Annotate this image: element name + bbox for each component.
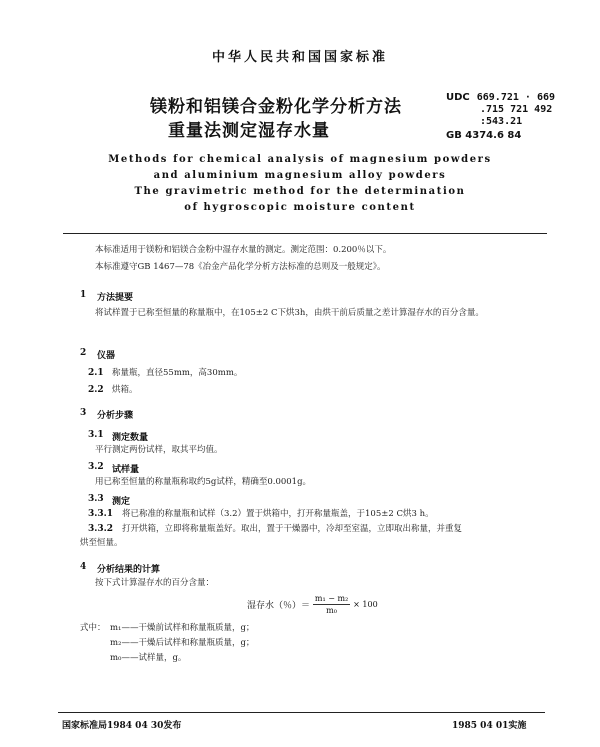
- item-3-2-number: 3.2: [88, 462, 104, 472]
- title-english-line2: and aluminium magnesium alloy powders: [153, 170, 447, 181]
- item-3-1-text: 平行测定两份试样，取其平均值。: [95, 445, 223, 455]
- item-3-3-2-text: 打开烘箱，立即将称量瓶盖好。取出，置于干燥器中，冷却至室温，立即取出称量，并重复: [122, 524, 463, 534]
- title-chinese-line1: 镁粉和铝镁合金粉化学分析方法: [150, 97, 402, 117]
- item-3-2-text: 用已称至恒量的称量瓶称取约5g试样，精确至0.0001g。: [95, 477, 312, 487]
- title-chinese-line2: 重量法测定湿存水量: [168, 121, 330, 141]
- formula-lhs: 湿存水（％）＝: [247, 601, 311, 611]
- item-3-3-title: 测定: [112, 497, 131, 507]
- item-3-3-2-text-cont: 烘至恒量。: [80, 538, 123, 548]
- item-3-1-title: 测定数量: [112, 433, 149, 443]
- section-2-title: 仪器: [97, 351, 116, 361]
- udc-code-line2: .715 721 492: [480, 104, 553, 115]
- section-1-number: 1: [80, 290, 87, 300]
- section-4-text: 按下式计算湿存水的百分含量：: [95, 578, 215, 588]
- item-2-1-number: 2.1: [88, 368, 104, 378]
- formula-multiplier: × 100: [353, 600, 378, 609]
- title-english-line3: The gravimetric method for the determination: [134, 186, 466, 197]
- implementation-date: 1985 04 01实施: [452, 721, 527, 731]
- item-2-1-text: 称量瓶，直径55mm，高30mm。: [112, 368, 243, 378]
- title-english-line4: of hygroscopic moisture content: [184, 202, 416, 213]
- formula-numerator: m₁ − m₂: [314, 594, 349, 603]
- item-3-1-number: 3.1: [88, 430, 104, 440]
- udc-code-line3: :543.21: [480, 116, 523, 127]
- title-english-line1: Methods for chemical analysis of magnesium powders: [108, 154, 492, 165]
- variable-m0: m₀——试样量，g。: [110, 653, 187, 663]
- udc-block: [446, 92, 555, 128]
- header-divider: [63, 233, 547, 234]
- item-3-3-1-number: 3.3.1: [88, 509, 114, 519]
- section-3-title: 分析步骤: [97, 411, 134, 421]
- section-4-title: 分析结果的计算: [97, 565, 161, 575]
- item-3-3-1-text: 将已称准的称量瓶和试样（3.2）置于烘箱中，打开称量瓶盖，于105±2 C烘3 h。: [122, 509, 434, 519]
- section-1-text: 将试样置于已称至恒量的称量瓶中，在105±2 C下烘3h，由烘干前后质量之差计算湿存水的百分含量。: [95, 308, 484, 318]
- gb-number: GB 4374.6 84: [446, 130, 522, 141]
- udc-label: UDC: [446, 92, 470, 103]
- issuing-organization: 中华人民共和国国家标准: [211, 50, 388, 65]
- item-3-2-title: 试样量: [112, 465, 140, 475]
- section-1-title: 方法提要: [97, 293, 134, 303]
- item-3-3-number: 3.3: [88, 494, 104, 504]
- variable-m2: m₂——干燥后试样和称量瓶质量，g；: [110, 638, 255, 648]
- item-3-3-2-number: 3.3.2: [88, 524, 114, 534]
- footer-divider: [58, 712, 545, 713]
- section-2-number: 2: [80, 348, 87, 358]
- intro-compliance: 本标准遵守GB 1467—78《冶金产品化学分析方法标准的总则及一般规定》。: [95, 262, 386, 272]
- section-4-number: 4: [80, 562, 87, 572]
- intro-scope: 本标准适用于镁粉和铝镁合金粉中湿存水量的测定。测定范围：0.200％以下。: [95, 245, 392, 255]
- section-3-number: 3: [80, 408, 87, 418]
- formula-denominator: m₀: [326, 606, 337, 615]
- item-2-2-number: 2.2: [88, 385, 104, 395]
- formula-where-label: 式中：: [80, 623, 106, 633]
- issue-date: 国家标准局1984 04 30发布: [62, 721, 182, 731]
- moisture-formula: [247, 594, 378, 615]
- formula-fraction: [313, 594, 350, 615]
- udc-code-line1: 669.721 · 669: [476, 92, 556, 103]
- variable-m1: m₁——干燥前试样和称量瓶质量，g；: [110, 623, 255, 633]
- item-2-2-text: 烘箱。: [112, 385, 138, 395]
